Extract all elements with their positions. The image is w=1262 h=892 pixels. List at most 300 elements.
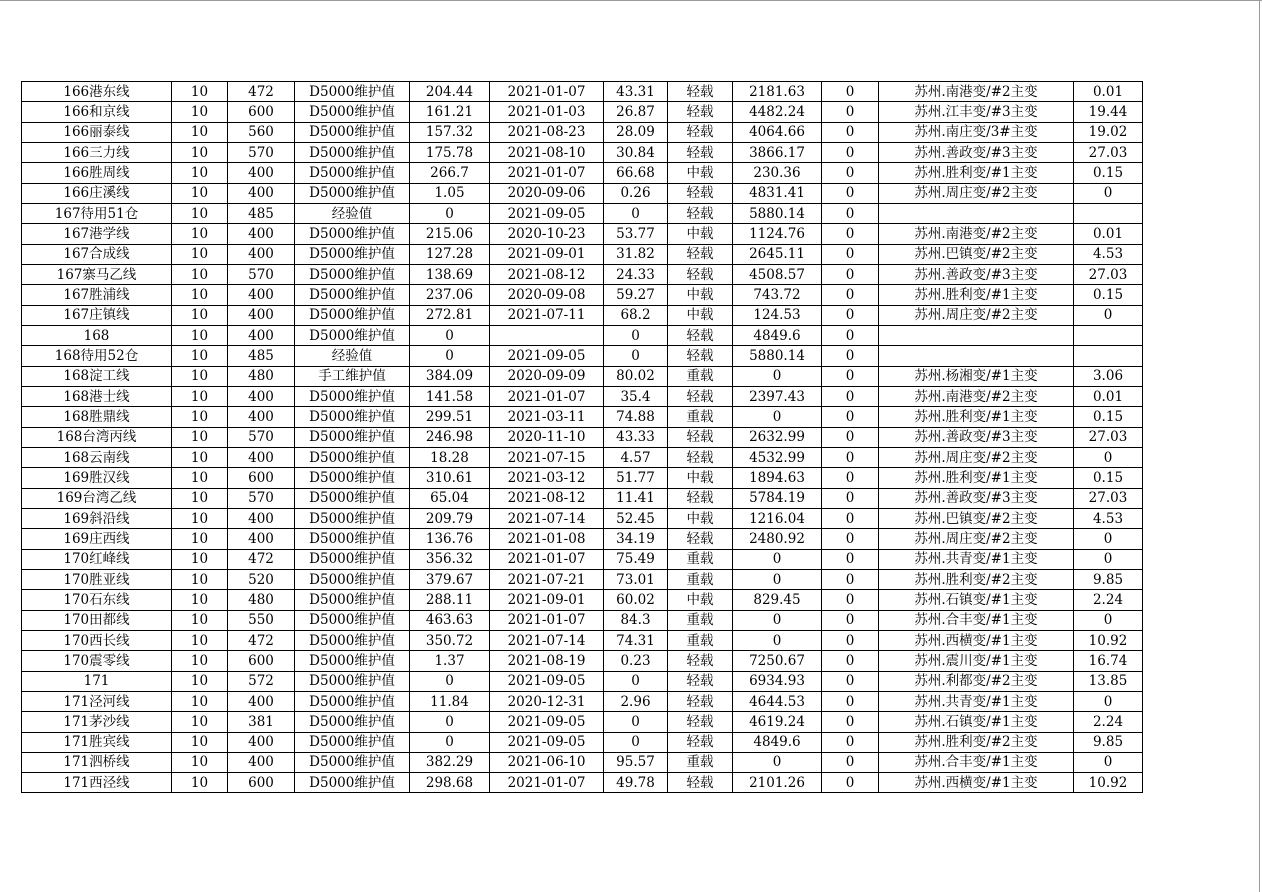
voltage-cell: 10 [172, 447, 228, 467]
transformer-cell: 苏州.石镇变/#1主变 [879, 712, 1074, 732]
current-cell: 0 [410, 325, 490, 345]
transformer-rate-cell: 27.03 [1074, 427, 1143, 447]
line-name-cell: 168胜鼎线 [22, 407, 172, 427]
load-status-cell: 轻载 [668, 325, 733, 345]
count-cell: 0 [822, 610, 879, 630]
line-name-cell: 170田都线 [22, 610, 172, 630]
load-rate-cell: 43.33 [604, 427, 668, 447]
transformer-rate-cell [1074, 203, 1143, 223]
value-source-cell: D5000维护值 [295, 122, 410, 142]
transformer-cell: 苏州.西横变/#1主变 [879, 630, 1074, 650]
value-source-cell: D5000维护值 [295, 386, 410, 406]
current-cell: 127.28 [410, 244, 490, 264]
transformer-cell: 苏州.西横变/#1主变 [879, 773, 1074, 793]
margin-cell: 0 [733, 610, 822, 630]
transformer-cell: 苏州.江丰变/#3主变 [879, 102, 1074, 122]
line-name-cell: 170红峰线 [22, 549, 172, 569]
voltage-cell: 10 [172, 651, 228, 671]
table-row [22, 590, 1143, 610]
count-cell: 0 [822, 102, 879, 122]
load-rate-cell: 52.45 [604, 508, 668, 528]
date-cell: 2020-11-10 [490, 427, 604, 447]
margin-cell: 0 [733, 549, 822, 569]
margin-cell: 4849.6 [733, 325, 822, 345]
date-cell: 2021-01-07 [490, 773, 604, 793]
load-status-cell: 中载 [668, 305, 733, 325]
current-cell: 204.44 [410, 82, 490, 102]
date-cell: 2021-08-10 [490, 142, 604, 162]
margin-cell: 2480.92 [733, 529, 822, 549]
line-name-cell: 170西长线 [22, 630, 172, 650]
capacity-cell: 600 [228, 773, 295, 793]
table-row [22, 691, 1143, 711]
value-source-cell: D5000维护值 [295, 468, 410, 488]
transformer-cell: 苏州.南港变/#2主变 [879, 82, 1074, 102]
current-cell: 0 [410, 712, 490, 732]
date-cell: 2021-01-08 [490, 529, 604, 549]
current-cell: 161.21 [410, 102, 490, 122]
load-status-cell: 轻载 [668, 203, 733, 223]
count-cell: 0 [822, 447, 879, 467]
load-status-cell: 轻载 [668, 732, 733, 752]
load-rate-cell: 43.31 [604, 82, 668, 102]
transformer-cell: 苏州.胜利变/#2主变 [879, 732, 1074, 752]
transformer-cell: 苏州.胜利变/#1主变 [879, 468, 1074, 488]
load-status-cell: 轻载 [668, 386, 733, 406]
margin-cell: 2397.43 [733, 386, 822, 406]
capacity-cell: 485 [228, 346, 295, 366]
transformer-rate-cell: 27.03 [1074, 488, 1143, 508]
date-cell: 2021-01-07 [490, 82, 604, 102]
transformer-cell: 苏州.石镇变/#1主变 [879, 590, 1074, 610]
load-status-cell: 重载 [668, 752, 733, 772]
value-source-cell: D5000维护值 [295, 529, 410, 549]
capacity-cell: 400 [228, 244, 295, 264]
current-cell: 237.06 [410, 285, 490, 305]
date-cell: 2021-01-07 [490, 610, 604, 630]
load-status-cell: 轻载 [668, 102, 733, 122]
margin-cell: 0 [733, 407, 822, 427]
table-row [22, 651, 1143, 671]
transformer-cell: 苏州.南港变/#2主变 [879, 224, 1074, 244]
date-cell: 2021-07-11 [490, 305, 604, 325]
current-cell: 141.58 [410, 386, 490, 406]
margin-cell: 124.53 [733, 305, 822, 325]
transformer-rate-cell: 3.06 [1074, 366, 1143, 386]
transformer-rate-cell: 4.53 [1074, 244, 1143, 264]
count-cell: 0 [822, 285, 879, 305]
voltage-cell: 10 [172, 203, 228, 223]
transformer-rate-cell: 2.24 [1074, 712, 1143, 732]
voltage-cell: 10 [172, 488, 228, 508]
transformer-cell: 苏州.震川变/#1主变 [879, 651, 1074, 671]
line-name-cell: 171泾河线 [22, 691, 172, 711]
load-rate-cell: 51.77 [604, 468, 668, 488]
transformer-rate-cell: 0 [1074, 183, 1143, 203]
load-rate-cell: 73.01 [604, 569, 668, 589]
line-name-cell: 171茅沙线 [22, 712, 172, 732]
count-cell: 0 [822, 569, 879, 589]
count-cell: 0 [822, 366, 879, 386]
line-name-cell: 167待用51仓 [22, 203, 172, 223]
date-cell: 2021-07-14 [490, 508, 604, 528]
line-name-cell: 166港东线 [22, 82, 172, 102]
transformer-cell: 苏州.共青变/#1主变 [879, 549, 1074, 569]
transformer-rate-cell: 16.74 [1074, 651, 1143, 671]
date-cell: 2021-08-23 [490, 122, 604, 142]
table-row [22, 264, 1143, 284]
voltage-cell: 10 [172, 305, 228, 325]
transformer-rate-cell: 0 [1074, 447, 1143, 467]
margin-cell: 230.36 [733, 163, 822, 183]
voltage-cell: 10 [172, 691, 228, 711]
current-cell: 209.79 [410, 508, 490, 528]
value-source-cell: D5000维护值 [295, 183, 410, 203]
load-status-cell: 中载 [668, 163, 733, 183]
margin-cell: 743.72 [733, 285, 822, 305]
current-cell: 0 [410, 346, 490, 366]
count-cell: 0 [822, 82, 879, 102]
capacity-cell: 600 [228, 651, 295, 671]
transformer-rate-cell: 0 [1074, 691, 1143, 711]
load-status-cell: 中载 [668, 468, 733, 488]
table-row [22, 630, 1143, 650]
line-name-cell: 171泗桥线 [22, 752, 172, 772]
transformer-cell: 苏州.善政变/#3主变 [879, 142, 1074, 162]
transformer-cell: 苏州.周庄变/#2主变 [879, 447, 1074, 467]
load-rate-cell: 66.68 [604, 163, 668, 183]
load-status-cell: 重载 [668, 630, 733, 650]
transformer-rate-cell: 9.85 [1074, 732, 1143, 752]
count-cell: 0 [822, 142, 879, 162]
current-cell: 175.78 [410, 142, 490, 162]
load-rate-cell: 95.57 [604, 752, 668, 772]
table-row [22, 407, 1143, 427]
margin-cell: 4532.99 [733, 447, 822, 467]
count-cell: 0 [822, 671, 879, 691]
current-cell: 136.76 [410, 529, 490, 549]
current-cell: 350.72 [410, 630, 490, 650]
date-cell: 2020-09-08 [490, 285, 604, 305]
value-source-cell: D5000维护值 [295, 407, 410, 427]
table-row [22, 569, 1143, 589]
capacity-cell: 400 [228, 407, 295, 427]
table-row [22, 712, 1143, 732]
table-row [22, 752, 1143, 772]
capacity-cell: 600 [228, 468, 295, 488]
current-cell: 11.84 [410, 691, 490, 711]
capacity-cell: 400 [228, 163, 295, 183]
count-cell: 0 [822, 468, 879, 488]
line-name-cell: 168待用52仓 [22, 346, 172, 366]
load-rate-cell: 0.23 [604, 651, 668, 671]
count-cell: 0 [822, 488, 879, 508]
count-cell: 0 [822, 305, 879, 325]
transformer-cell: 苏州.杨湘变/#1主变 [879, 366, 1074, 386]
transformer-rate-cell: 9.85 [1074, 569, 1143, 589]
transformer-cell: 苏州.善政变/#3主变 [879, 264, 1074, 284]
table-row [22, 163, 1143, 183]
count-cell: 0 [822, 529, 879, 549]
count-cell: 0 [822, 773, 879, 793]
load-rate-cell: 26.87 [604, 102, 668, 122]
date-cell: 2021-09-01 [490, 590, 604, 610]
date-cell: 2020-09-09 [490, 366, 604, 386]
transformer-rate-cell: 0 [1074, 529, 1143, 549]
table-row [22, 508, 1143, 528]
line-name-cell: 169台湾乙线 [22, 488, 172, 508]
transformer-rate-cell: 13.85 [1074, 671, 1143, 691]
value-source-cell: D5000维护值 [295, 752, 410, 772]
table-row [22, 427, 1143, 447]
transformer-cell: 苏州.善政变/#3主变 [879, 427, 1074, 447]
load-status-cell: 中载 [668, 224, 733, 244]
value-source-cell: D5000维护值 [295, 163, 410, 183]
table-row [22, 468, 1143, 488]
margin-cell: 2181.63 [733, 82, 822, 102]
value-source-cell: D5000维护值 [295, 102, 410, 122]
count-cell: 0 [822, 752, 879, 772]
capacity-cell: 400 [228, 529, 295, 549]
transformer-cell: 苏州.南港变/#2主变 [879, 386, 1074, 406]
transformer-cell: 苏州.共青变/#1主变 [879, 691, 1074, 711]
line-name-cell: 168淀工线 [22, 366, 172, 386]
voltage-cell: 10 [172, 773, 228, 793]
date-cell: 2021-09-05 [490, 671, 604, 691]
transformer-cell: 苏州.胜利变/#2主变 [879, 569, 1074, 589]
margin-cell: 4064.66 [733, 122, 822, 142]
value-source-cell: D5000维护值 [295, 427, 410, 447]
current-cell: 65.04 [410, 488, 490, 508]
load-rate-cell: 0 [604, 203, 668, 223]
current-cell: 382.29 [410, 752, 490, 772]
current-cell: 246.98 [410, 427, 490, 447]
capacity-cell: 400 [228, 691, 295, 711]
voltage-cell: 10 [172, 285, 228, 305]
line-name-cell: 167寨马乙线 [22, 264, 172, 284]
capacity-cell: 400 [228, 183, 295, 203]
load-rate-cell: 28.09 [604, 122, 668, 142]
capacity-cell: 400 [228, 732, 295, 752]
margin-cell: 3866.17 [733, 142, 822, 162]
capacity-cell: 400 [228, 386, 295, 406]
value-source-cell: D5000维护值 [295, 773, 410, 793]
voltage-cell: 10 [172, 590, 228, 610]
transformer-rate-cell: 0.15 [1074, 163, 1143, 183]
margin-cell: 4849.6 [733, 732, 822, 752]
date-cell: 2020-09-06 [490, 183, 604, 203]
count-cell: 0 [822, 508, 879, 528]
value-source-cell: D5000维护值 [295, 712, 410, 732]
value-source-cell: D5000维护值 [295, 224, 410, 244]
count-cell: 0 [822, 407, 879, 427]
load-rate-cell: 59.27 [604, 285, 668, 305]
line-name-cell: 168 [22, 325, 172, 345]
line-name-cell: 167庄镇线 [22, 305, 172, 325]
capacity-cell: 400 [228, 447, 295, 467]
load-status-cell: 轻载 [668, 671, 733, 691]
transformer-rate-cell: 0 [1074, 752, 1143, 772]
table-row [22, 447, 1143, 467]
load-rate-cell: 4.57 [604, 447, 668, 467]
transformer-cell: 苏州.合丰变/#1主变 [879, 752, 1074, 772]
transformer-rate-cell: 19.02 [1074, 122, 1143, 142]
current-cell: 310.61 [410, 468, 490, 488]
transformer-rate-cell: 0.01 [1074, 386, 1143, 406]
capacity-cell: 570 [228, 488, 295, 508]
transformer-cell: 苏州.善政变/#3主变 [879, 488, 1074, 508]
load-rate-cell: 0 [604, 671, 668, 691]
voltage-cell: 10 [172, 325, 228, 345]
transformer-rate-cell: 0.01 [1074, 224, 1143, 244]
line-name-cell: 169庄西线 [22, 529, 172, 549]
voltage-cell: 10 [172, 732, 228, 752]
transformer-rate-cell: 0.15 [1074, 285, 1143, 305]
date-cell: 2021-09-05 [490, 346, 604, 366]
voltage-cell: 10 [172, 549, 228, 569]
table-row [22, 224, 1143, 244]
count-cell: 0 [822, 712, 879, 732]
capacity-cell: 520 [228, 569, 295, 589]
voltage-cell: 10 [172, 468, 228, 488]
table-row [22, 386, 1143, 406]
voltage-cell: 10 [172, 610, 228, 630]
voltage-cell: 10 [172, 224, 228, 244]
current-cell: 0 [410, 203, 490, 223]
transformer-cell: 苏州.巴镇变/#2主变 [879, 244, 1074, 264]
margin-cell: 0 [733, 569, 822, 589]
load-status-cell: 重载 [668, 549, 733, 569]
load-rate-cell: 0 [604, 346, 668, 366]
load-rate-cell: 31.82 [604, 244, 668, 264]
line-name-cell: 171西泾线 [22, 773, 172, 793]
load-status-cell: 轻载 [668, 183, 733, 203]
count-cell: 0 [822, 691, 879, 711]
transformer-rate-cell: 27.03 [1074, 264, 1143, 284]
voltage-cell: 10 [172, 569, 228, 589]
load-status-cell: 中载 [668, 508, 733, 528]
count-cell: 0 [822, 203, 879, 223]
transformer-cell: 苏州.周庄变/#2主变 [879, 529, 1074, 549]
transformer-cell [879, 346, 1074, 366]
load-status-cell: 轻载 [668, 244, 733, 264]
value-source-cell: D5000维护值 [295, 508, 410, 528]
table-row [22, 122, 1143, 142]
voltage-cell: 10 [172, 366, 228, 386]
margin-cell: 2645.11 [733, 244, 822, 264]
transformer-rate-cell: 10.92 [1074, 773, 1143, 793]
current-cell: 463.63 [410, 610, 490, 630]
line-name-cell: 167胜浦线 [22, 285, 172, 305]
load-status-cell: 重载 [668, 407, 733, 427]
value-source-cell: 手工维护值 [295, 366, 410, 386]
current-cell: 215.06 [410, 224, 490, 244]
line-name-cell: 169胜汉线 [22, 468, 172, 488]
transformer-rate-cell: 0 [1074, 305, 1143, 325]
value-source-cell: D5000维护值 [295, 305, 410, 325]
transformer-cell: 苏州.胜利变/#1主变 [879, 407, 1074, 427]
load-rate-cell: 0.26 [604, 183, 668, 203]
capacity-cell: 400 [228, 285, 295, 305]
value-source-cell: D5000维护值 [295, 488, 410, 508]
line-name-cell: 167合成线 [22, 244, 172, 264]
transformer-rate-cell: 2.24 [1074, 590, 1143, 610]
value-source-cell: D5000维护值 [295, 325, 410, 345]
transformer-cell: 苏州.周庄变/#2主变 [879, 183, 1074, 203]
current-cell: 18.28 [410, 447, 490, 467]
transformer-cell [879, 203, 1074, 223]
load-rate-cell: 0 [604, 325, 668, 345]
capacity-cell: 472 [228, 549, 295, 569]
date-cell: 2021-01-07 [490, 386, 604, 406]
line-name-cell: 166胜周线 [22, 163, 172, 183]
margin-cell: 0 [733, 752, 822, 772]
transformer-rate-cell: 0.15 [1074, 468, 1143, 488]
margin-cell: 6934.93 [733, 671, 822, 691]
load-rate-cell: 34.19 [604, 529, 668, 549]
transformer-rate-cell: 0.15 [1074, 407, 1143, 427]
voltage-cell: 10 [172, 82, 228, 102]
transformer-rate-cell [1074, 325, 1143, 345]
date-cell: 2021-01-03 [490, 102, 604, 122]
table-row [22, 773, 1143, 793]
table-row [22, 244, 1143, 264]
date-cell: 2021-09-05 [490, 203, 604, 223]
transformer-rate-cell: 19.44 [1074, 102, 1143, 122]
voltage-cell: 10 [172, 183, 228, 203]
margin-cell: 1124.76 [733, 224, 822, 244]
voltage-cell: 10 [172, 122, 228, 142]
line-name-cell: 170胜亚线 [22, 569, 172, 589]
margin-cell: 829.45 [733, 590, 822, 610]
value-source-cell: D5000维护值 [295, 142, 410, 162]
value-source-cell: D5000维护值 [295, 630, 410, 650]
load-rate-cell: 30.84 [604, 142, 668, 162]
load-rate-cell: 75.49 [604, 549, 668, 569]
voltage-cell: 10 [172, 712, 228, 732]
load-rate-cell: 53.77 [604, 224, 668, 244]
load-status-cell: 轻载 [668, 529, 733, 549]
voltage-cell: 10 [172, 529, 228, 549]
load-status-cell: 轻载 [668, 691, 733, 711]
capacity-cell: 570 [228, 264, 295, 284]
current-cell: 0 [410, 671, 490, 691]
count-cell: 0 [822, 630, 879, 650]
line-name-cell: 166三力线 [22, 142, 172, 162]
load-rate-cell: 84.3 [604, 610, 668, 630]
load-rate-cell: 49.78 [604, 773, 668, 793]
count-cell: 0 [822, 346, 879, 366]
capacity-cell: 472 [228, 630, 295, 650]
load-rate-cell: 2.96 [604, 691, 668, 711]
margin-cell: 4831.41 [733, 183, 822, 203]
date-cell: 2021-08-19 [490, 651, 604, 671]
current-cell: 299.51 [410, 407, 490, 427]
data-table [21, 81, 1143, 793]
date-cell: 2021-07-21 [490, 569, 604, 589]
line-name-cell: 170震零线 [22, 651, 172, 671]
voltage-cell: 10 [172, 407, 228, 427]
table-row [22, 549, 1143, 569]
voltage-cell: 10 [172, 752, 228, 772]
margin-cell: 2632.99 [733, 427, 822, 447]
date-cell: 2021-01-07 [490, 549, 604, 569]
load-status-cell: 轻载 [668, 122, 733, 142]
capacity-cell: 400 [228, 305, 295, 325]
current-cell: 272.81 [410, 305, 490, 325]
margin-cell: 0 [733, 630, 822, 650]
line-name-cell: 166庄溪线 [22, 183, 172, 203]
